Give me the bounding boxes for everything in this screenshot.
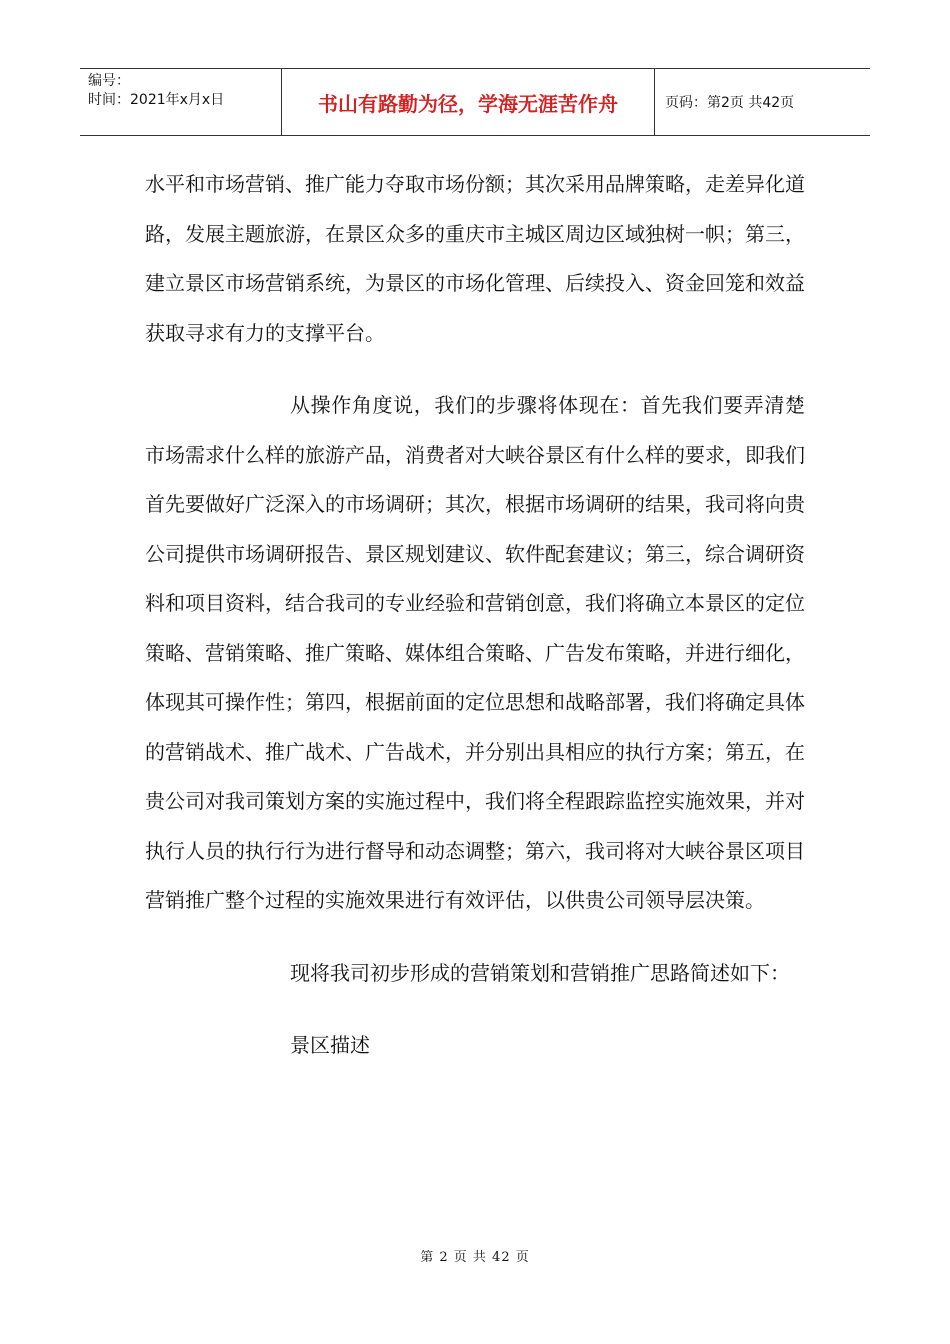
document-date-label: 时间：2021年x月x日	[88, 92, 225, 108]
document-body	[145, 160, 805, 1071]
body-paragraph-3: 现将我司初步形成的营销策划和营销推广思路简述如下：	[290, 960, 790, 985]
section-heading-scenic-description: 景区描述	[290, 1033, 370, 1057]
header-motto: 书山有路勤为径，学海无涯苦作舟	[282, 69, 655, 135]
page-footer: 第 2 页 共 42 页	[420, 1250, 530, 1265]
body-paragraph-1: 水平和市场营销、推广能力夺取市场份额；其次采用品牌策略，走差异化道路，发展主题旅游，在景区众多的重庆市主城区周边区域独树一帜；第三，建立景区市场营销系统，为景区的市场化管理、后续投入、资金回笼和效益获取寻求有力的支撑平台。	[145, 172, 805, 345]
header-meta	[80, 69, 282, 135]
header-page-info: 页码：第2页 共42页	[665, 95, 795, 111]
page-header	[80, 68, 870, 136]
document-number-label: 编号：	[88, 73, 130, 89]
body-paragraph-2: 从操作角度说，我们的步骤将体现在：首先我们要弄清楚市场需求什么样的旅游产品，消费者对大峡谷景区有什么样的要求，即我们首先要做好广泛深入的市场调研；其次，根据市场调研的结果，我司将向贵公司提供市场调研报告、景区规划建议、软件配套建议；第三，综合调研资料和项目资料，结合我司的专业经验和营销创意，我们将确立本景区的定位策略、营销策略、推广策略、媒体组合策略、广告发布策略，并进行细化，体现其可操作性；第四，根据前面的定位思想和战略部署，我们将确定具体的营销战术、推广战术、广告战术，并分别出具相应的执行方案；第五，在贵公司对我司策划方案的实施过程中，我们将全程跟踪监控实施效果，并对执行人员的执行行为进行督导和动态调整；第六，我司将对大峡谷景区项目营销推广整个过程的实施效果进行有效评估，以供贵公司领导层决策。	[145, 393, 805, 912]
